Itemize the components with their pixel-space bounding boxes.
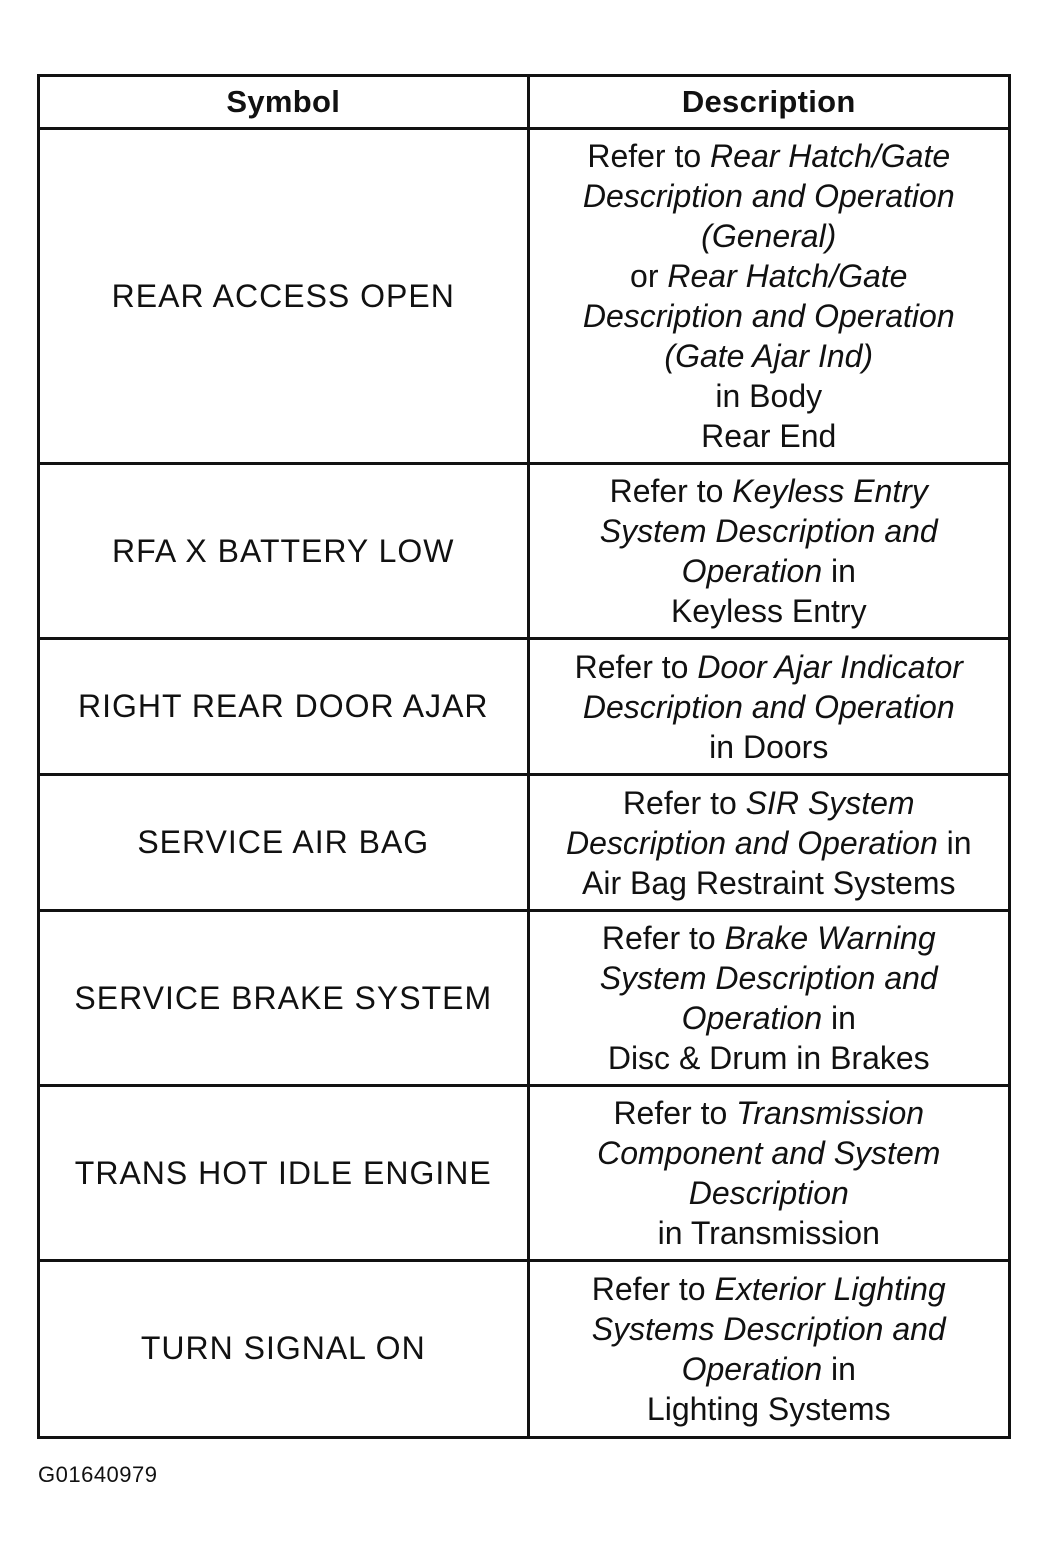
description-text: Refer to [587, 138, 711, 174]
description-line [534, 1389, 1005, 1429]
reference-title-text: Component and System [597, 1135, 941, 1171]
description-line [534, 1133, 1005, 1173]
description-line [534, 336, 1005, 376]
description-text: Refer to [613, 1095, 737, 1131]
description-line [534, 958, 1005, 998]
description-line [534, 647, 1005, 687]
header-row [40, 77, 1008, 129]
symbol-cell: SERVICE AIR BAG [40, 775, 528, 911]
table-row [40, 1086, 1008, 1261]
description-text: Keyless Entry [670, 593, 867, 629]
description-line [534, 471, 1005, 511]
description-text: in [822, 1000, 856, 1036]
message-table [40, 77, 1008, 1436]
table-row [40, 775, 1008, 911]
description-text: Refer to [622, 784, 746, 821]
description-cell [528, 1086, 1008, 1261]
description-cell [528, 911, 1008, 1086]
header-symbol: Symbol [40, 77, 528, 129]
reference-title-text: System Description and [599, 513, 938, 549]
description-line [534, 823, 1005, 863]
description-line [534, 1349, 1005, 1389]
header-description: Description [528, 77, 1008, 129]
description-text: in [822, 553, 856, 589]
figure-id: G01640979 [38, 1462, 158, 1487]
description-line [534, 296, 1005, 336]
description-line [534, 1269, 1005, 1309]
description-text: in Doors [709, 728, 829, 765]
description-line [534, 256, 1005, 296]
description-line [534, 551, 1005, 591]
reference-title-text: Description [688, 1175, 849, 1211]
reference-title-text: Door Ajar Indicator [697, 648, 963, 685]
description-text: in [822, 1350, 856, 1387]
description-text: Refer to [591, 1270, 715, 1307]
reference-title-text: Systems Description and [591, 1310, 946, 1347]
description-line [534, 1213, 1005, 1253]
table-row [40, 1261, 1008, 1436]
description-line [534, 136, 1005, 176]
reference-title-text: Rear Hatch/Gate [710, 138, 951, 174]
description-line [534, 918, 1005, 958]
description-cell [528, 775, 1008, 911]
description-line [534, 216, 1005, 256]
description-cell [528, 639, 1008, 775]
description-text: in [937, 824, 972, 861]
description-line [534, 727, 1005, 767]
description-line [534, 863, 1005, 903]
table-row [40, 639, 1008, 775]
reference-title-text: Operation [681, 553, 823, 589]
description-text: in Body [715, 378, 823, 414]
reference-title-text: Description and Operation [582, 178, 955, 214]
description-cell [528, 464, 1008, 639]
reference-title-text: (Gate Ajar Ind) [664, 338, 874, 374]
symbol-cell: REAR ACCESS OPEN [40, 129, 528, 464]
description-text: Refer to [609, 473, 733, 509]
description-line [534, 783, 1005, 823]
description-text: in Transmission [657, 1215, 880, 1251]
description-text: Rear End [701, 418, 837, 454]
symbol-cell: SERVICE BRAKE SYSTEM [40, 911, 528, 1086]
description-text: Lighting Systems [646, 1390, 891, 1427]
table-row [40, 129, 1008, 464]
description-text: Disc & Drum in Brakes [607, 1040, 930, 1076]
reference-title-text: Operation [681, 1350, 823, 1387]
description-line [534, 511, 1005, 551]
description-cell [528, 129, 1008, 464]
symbol-cell: TRANS HOT IDLE ENGINE [40, 1086, 528, 1261]
description-line [534, 416, 1005, 456]
description-line [534, 687, 1005, 727]
reference-title-text: Brake Warning [724, 920, 936, 956]
description-line [534, 591, 1005, 631]
reference-title-text: System Description and [599, 960, 938, 996]
reference-title-text: Exterior Lighting [714, 1270, 946, 1307]
description-line [534, 176, 1005, 216]
description-line [534, 1173, 1005, 1213]
table-row [40, 911, 1008, 1086]
reference-title-text: Rear Hatch/Gate [667, 258, 908, 294]
symbol-cell: RFA X BATTERY LOW [40, 464, 528, 639]
description-text: Refer to [574, 648, 698, 685]
table-row [40, 464, 1008, 639]
description-line [534, 998, 1005, 1038]
message-table-frame [37, 74, 1011, 1439]
description-text: or [630, 258, 668, 294]
table-body [40, 129, 1008, 1436]
description-text: Refer to [601, 920, 725, 956]
description-line [534, 376, 1005, 416]
reference-title-text: Operation [681, 1000, 823, 1036]
description-text: Air Bag Restraint Systems [582, 864, 956, 901]
symbol-cell: TURN SIGNAL ON [40, 1261, 528, 1436]
reference-title-text: Transmission [736, 1095, 925, 1131]
description-cell [528, 1261, 1008, 1436]
description-line [534, 1309, 1005, 1349]
description-line [534, 1093, 1005, 1133]
reference-title-text: (General) [701, 218, 837, 254]
reference-title-text: SIR System [745, 784, 915, 821]
symbol-cell: RIGHT REAR DOOR AJAR [40, 639, 528, 775]
reference-title-text: Description and Operation [565, 824, 938, 861]
reference-title-text: Keyless Entry [732, 473, 928, 509]
reference-title-text: Description and Operation [582, 298, 955, 334]
description-line [534, 1038, 1005, 1078]
reference-title-text: Description and Operation [582, 688, 955, 725]
